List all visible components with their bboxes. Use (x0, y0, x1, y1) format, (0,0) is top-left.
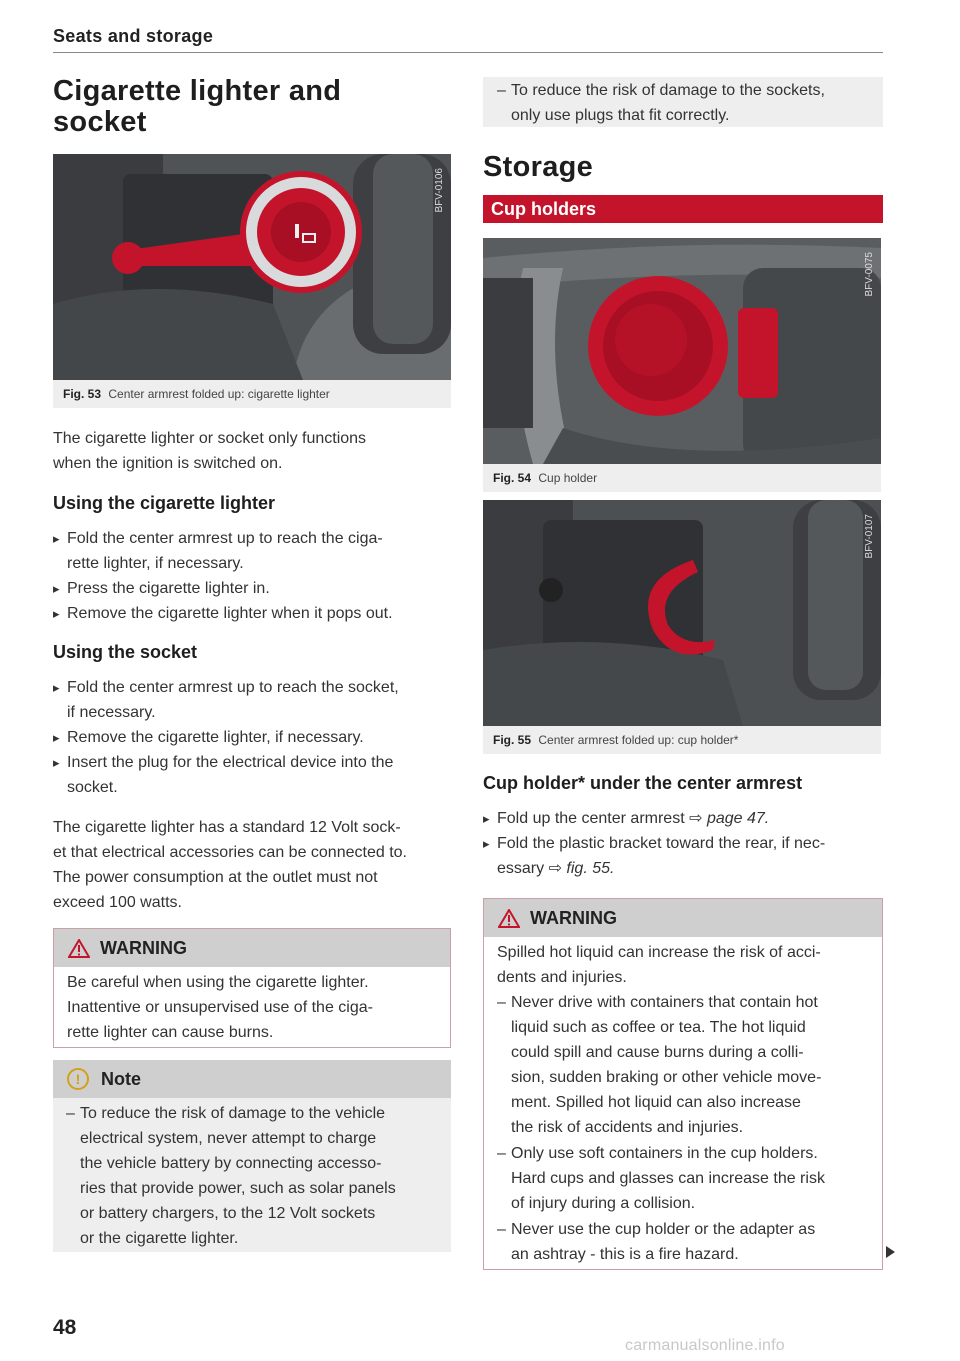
socket-step-1: ▸ Fold the center armrest up to reach the socket, (53, 675, 399, 700)
rwarn-d1-line-2: liquid such as coffee or tea. The hot liquid (511, 1019, 806, 1036)
rwarn-d2-line-2: Hard cups and glasses can increase the risk (511, 1170, 825, 1187)
lighter-step-3: ▸ Remove the cigarette lighter when it pops out. (53, 601, 393, 626)
cup-step-2-cont-text: essary (497, 860, 549, 877)
page-47-reference-link[interactable]: ⇨ page 47. (689, 810, 770, 827)
info-exclamation-icon: ! (67, 1068, 89, 1090)
warning-triangle-icon (498, 909, 520, 928)
lighter-step-1-cont: rette lighter, if necessary. (67, 555, 244, 572)
storage-title: Storage (483, 151, 594, 183)
intro-line-2: when the ignition is switched on. (53, 455, 283, 472)
rwarn-d1-line-3: could spill and cause burns during a colli- (511, 1044, 804, 1061)
note-continuation-panel (483, 77, 883, 127)
figure-55-caption (483, 726, 881, 754)
rwarn-line-1: Spilled hot liquid can increase the risk of acci- (497, 944, 821, 961)
heading-using-socket: Using the socket (53, 642, 198, 662)
heading-cup-holder-armrest: Cup holder* under the center armrest (483, 773, 803, 793)
lighter-step-2: ▸ Press the cigarette lighter in. (53, 576, 270, 601)
warning-box-cup-holder (483, 898, 883, 1270)
watermark: carmanualsonline.info (625, 1337, 785, 1354)
warning-line-1: Be careful when using the cigarette lighter. (67, 974, 369, 991)
figure-54-image (483, 238, 881, 464)
lighter-step-1: ▸ Fold the center armrest up to reach the ciga- (53, 526, 383, 551)
rwarn-d2-line-1: – Only use soft containers in the cup holders. (497, 1141, 818, 1166)
figure-53-caption-text: Center armrest folded up: cigarette lighter (108, 387, 330, 401)
warning-box-lighter (53, 928, 451, 1048)
figure-55-code: BFV-0107 (864, 514, 875, 559)
cup-step-1-text: Fold up the center armrest (497, 810, 690, 827)
figure-55-number: Fig. 55 (493, 733, 532, 747)
figure-53-caption (53, 380, 451, 408)
figure-54-code: BFV-0075 (864, 252, 875, 297)
socket-step-2: ▸ Remove the cigarette lighter, if necessary. (53, 725, 364, 750)
warning-line-2: Inattentive or unsupervised use of the ciga- (67, 999, 373, 1016)
cup-step-2-cont (497, 856, 614, 881)
warning-line-3: rette lighter can cause burns. (67, 1024, 274, 1041)
cigarette-lighter-illustration (53, 154, 451, 380)
power-line-4: exceed 100 watts. (53, 894, 182, 911)
note-cont-line-1: – To reduce the risk of damage to the sockets, (497, 78, 825, 103)
rwarn-d1-line-1: – Never drive with containers that contain hot (497, 990, 818, 1015)
warning-header-right (484, 899, 882, 937)
cup-step-1 (483, 806, 769, 831)
figure-53-image (53, 154, 451, 380)
armrest-cup-holder-illustration (483, 500, 881, 726)
rwarn-d2-line-3: of injury during a collision. (511, 1195, 696, 1212)
rwarn-d1-line-5: ment. Spilled hot liquid can also increase (511, 1094, 801, 1111)
note-box (53, 1060, 451, 1252)
note-line-3: the vehicle battery by connecting accesso- (80, 1155, 382, 1172)
note-label: Note (101, 1068, 141, 1089)
figure-53-number: Fig. 53 (63, 387, 102, 401)
socket-step-3-cont: socket. (67, 779, 118, 796)
figure-55-image (483, 500, 881, 726)
warning-label-right: WARNING (530, 907, 617, 928)
figure-54-number: Fig. 54 (493, 471, 532, 485)
fig-55-reference-link[interactable]: ⇨ fig. 55. (548, 860, 615, 877)
socket-step-3: ▸ Insert the plug for the electrical device into the (53, 750, 393, 775)
note-line-4: ries that provide power, such as solar panels (80, 1180, 396, 1197)
socket-step-1-cont: if necessary. (67, 704, 156, 721)
warning-triangle-icon (68, 939, 90, 958)
cup-holders-bar: Cup holders (483, 195, 883, 223)
rwarn-d3-line-1: – Never use the cup holder or the adapter as (497, 1217, 815, 1242)
header-divider (53, 52, 883, 53)
section-header: Seats and storage (53, 26, 214, 46)
figure-53-code: BFV-0106 (434, 168, 445, 213)
note-line-5: or battery chargers, to the 12 Volt sockets (80, 1205, 376, 1222)
rwarn-line-2: dents and injuries. (497, 969, 627, 986)
rwarn-d3-line-2: an ashtray - this is a fire hazard. (511, 1246, 739, 1263)
cup-step-2: ▸ Fold the plastic bracket toward the rear, if nec- (483, 831, 825, 856)
figure-55-caption-text: Center armrest folded up: cup holder* (538, 733, 739, 747)
rwarn-d1-line-6: the risk of accidents and injuries. (511, 1119, 744, 1136)
figure-54-caption (483, 464, 881, 492)
power-line-1: The cigarette lighter has a standard 12 Volt sock- (53, 819, 401, 836)
page-title-line-1: Cigarette lighter and (53, 75, 342, 107)
page-title-line-2: socket (53, 106, 147, 138)
note-header (53, 1060, 451, 1098)
page-number: 48 (53, 1316, 77, 1339)
note-line-1: – To reduce the risk of damage to the vehicle (66, 1101, 385, 1126)
power-line-2: et that electrical accessories can be connected to. (53, 844, 407, 861)
continued-arrow-icon (886, 1246, 895, 1258)
heading-using-cigarette-lighter: Using the cigarette lighter (53, 493, 276, 513)
note-line-2: electrical system, never attempt to charge (80, 1130, 377, 1147)
rwarn-d1-line-4: sion, sudden braking or other vehicle move- (511, 1069, 822, 1086)
note-line-6: or the cigarette lighter. (80, 1230, 239, 1247)
power-line-3: The power consumption at the outlet must not (53, 869, 378, 886)
figure-54-caption-text: Cup holder (538, 471, 598, 485)
warning-header (54, 929, 450, 967)
cup-holder-illustration (483, 238, 881, 464)
intro-line-1: The cigarette lighter or socket only functions (53, 430, 367, 447)
note-cont-line-2: only use plugs that fit correctly. (511, 107, 730, 124)
warning-label: WARNING (100, 937, 187, 958)
